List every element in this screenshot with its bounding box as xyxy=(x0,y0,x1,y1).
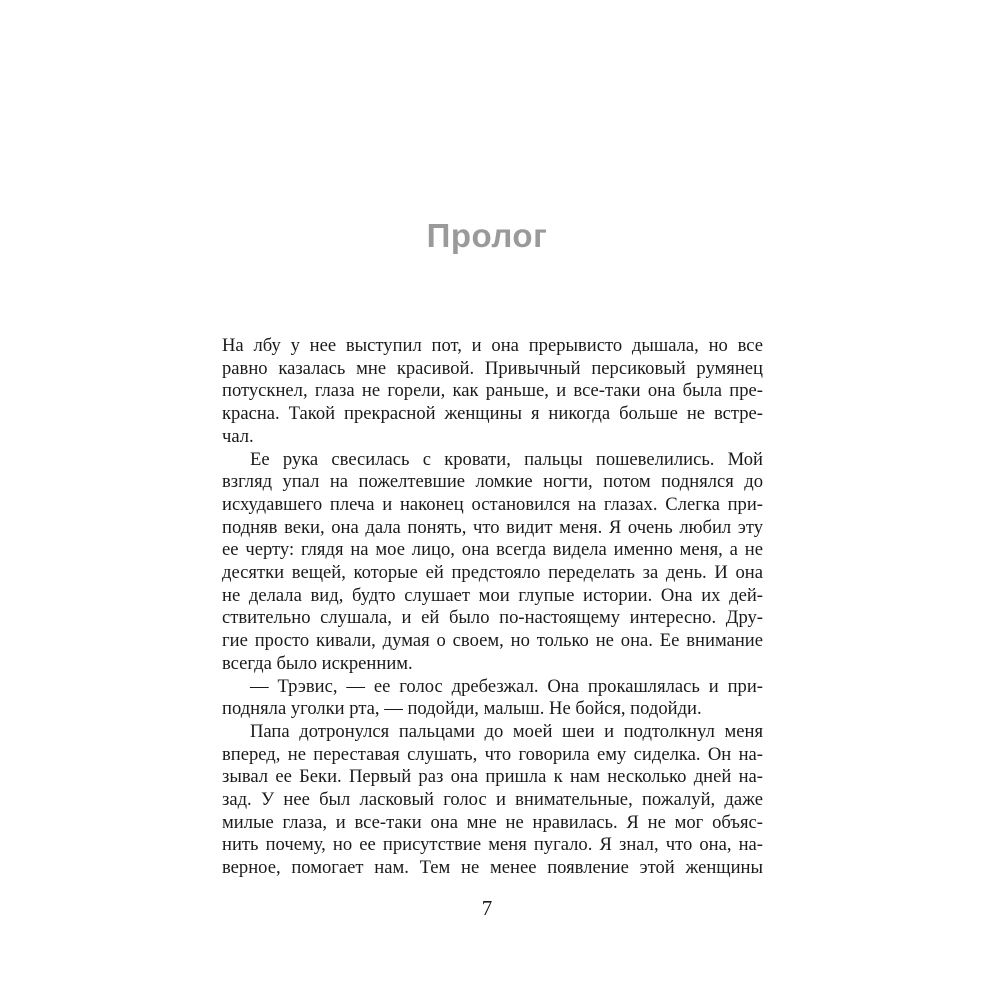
text-line: ствительно слушала, и ей было по-настоящему интересно. Дру- xyxy=(222,607,763,629)
text-line: исхудавшего плеча и наконец остановился на глазах. Слегка при- xyxy=(222,493,763,515)
text-line: не делала вид, будто слушает мои глупые истории. Она их дей- xyxy=(222,584,763,606)
text-line: чал. xyxy=(222,425,254,447)
text-line: всегда было искренним. xyxy=(222,652,413,674)
body-text xyxy=(222,335,763,880)
text-line: Ее рука свесилась с кровати, пальцы пошевелились. Мой xyxy=(250,448,763,470)
text-line: милые глаза, и все-таки она мне не нравилась. Я не мог объяс- xyxy=(222,811,763,833)
chapter-heading: Пролог xyxy=(426,217,548,254)
text-line: десятки вещей, которые ей предстояло переделать за день. И она xyxy=(222,562,763,584)
paragraph xyxy=(222,721,763,880)
text-line: вперед, не переставая слушать, что говорила ему сиделка. Он на- xyxy=(222,743,763,765)
text-line: зывал ее Беки. Первый раз она пришла к нам несколько дней на- xyxy=(222,766,763,788)
page-number: 7 xyxy=(481,896,493,920)
text-line: На лбу у нее выступил пот, и она прерывисто дышала, но все xyxy=(222,335,763,356)
paragraph xyxy=(222,676,763,721)
text-line: красна. Такой прекрасной женщины я никогда больше не встре- xyxy=(222,403,763,425)
text-line: подняла уголки рта, — подойди, малыш. Не бойся, подойди. xyxy=(222,698,702,720)
text-line: потускнел, глаза не горели, как раньше, и все-таки она была пре- xyxy=(222,380,763,402)
text-line: нить почему, но ее присутствие меня пугало. Я знал, что она, на- xyxy=(222,834,763,856)
paragraph xyxy=(222,449,763,676)
text-line: Папа дотронулся пальцами до моей шеи и подтолкнул меня xyxy=(250,720,763,742)
text-line: верное, помогает нам. Тем не менее появление этой женщины xyxy=(222,857,763,879)
text-line: ее черту: глядя на мое лицо, она всегда видела именно меня, а не xyxy=(222,539,763,561)
text-line: гие просто кивали, думая о своем, но только не она. Ее внимание xyxy=(222,630,763,652)
text-line: подняв веки, она дала понять, что видит меня. Я очень любил эту xyxy=(222,516,763,538)
text-line: равно казалась мне красивой. Привычный персиковый румянец xyxy=(222,357,763,379)
text-line: зад. У нее был ласковый голос и внимательные, пожалуй, даже xyxy=(222,789,763,811)
paragraph xyxy=(222,335,763,449)
text-line: — Трэвис, — ее голос дребезжал. Она прокашлялась и при- xyxy=(250,675,763,697)
text-line: взгляд упал на пожелтевшие ломкие ногти, потом поднялся до xyxy=(222,471,763,493)
